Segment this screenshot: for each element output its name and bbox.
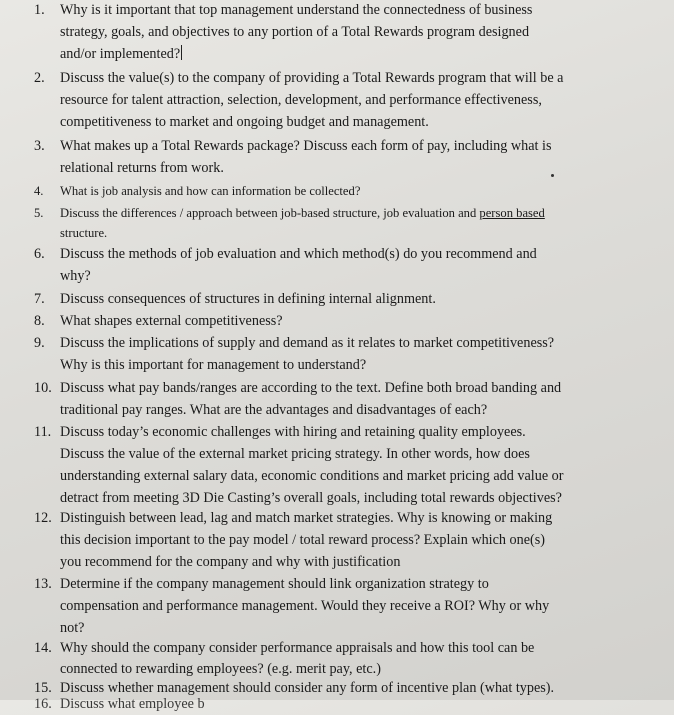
question-text-line: What makes up a Total Rewards package? Discuss each form of pay, including what is <box>60 138 552 154</box>
question-text-line: Distinguish between lead, lag and match market strategies. Why is knowing or making <box>60 510 553 526</box>
question-text-line: why? <box>60 268 91 284</box>
question-text-line: resource for talent attraction, selection, development, and performance effectiveness, <box>60 92 542 108</box>
question-number: 14. <box>34 640 52 656</box>
question-text-line: What shapes external competitiveness? <box>60 313 283 329</box>
question-text-line-wrapper <box>60 44 182 65</box>
question-text-line: Discuss what pay bands/ranges are according to the text. Define both broad banding and <box>60 380 562 396</box>
question-text-line: Determine if the company management should link organization strategy to <box>60 576 489 592</box>
question-number: 13. <box>34 576 52 592</box>
question-number: 12. <box>34 510 52 526</box>
question-text-line: not? <box>60 620 85 636</box>
question-text-line: Why is this important for management to understand? <box>60 357 367 373</box>
question-text-line: Discuss whether management should consider any form of incentive plan (what types). <box>60 680 555 696</box>
question-text-line: strategy, goals, and objectives to any portion of a Total Rewards program designed <box>60 24 530 40</box>
question-text-line: compensation and performance management. Would they receive a ROI? Why or why <box>60 598 550 614</box>
question-number: 11. <box>34 424 52 440</box>
question-text-line: relational returns from work. <box>60 160 224 176</box>
question-text-line: Discuss the differences / approach between job-based structure, job evaluation and <box>60 206 477 220</box>
question-text-line: you recommend for the company and why with justification <box>60 554 401 570</box>
question-text-line: Why is it important that top management understand the connectedness of business <box>60 2 533 18</box>
question-number: 4. <box>34 184 44 198</box>
question-number: 3. <box>34 138 45 154</box>
question-text-line: Discuss consequences of structures in defining internal alignment. <box>60 291 436 307</box>
question-number: 5. <box>34 206 44 220</box>
question-text-line: understanding external salary data, economic conditions and market pricing add value or <box>60 468 564 484</box>
question-text-line: Discuss today’s economic challenges with hiring and retaining quality employees. <box>60 424 526 440</box>
question-number: 1. <box>34 2 45 18</box>
stray-mark <box>551 174 554 177</box>
question-text-line: connected to rewarding employees? (e.g. merit pay, etc.) <box>60 661 381 677</box>
underlined-text: person based <box>479 206 545 220</box>
question-number: 7. <box>34 291 45 307</box>
question-number: 16. <box>34 696 52 712</box>
question-text-line: Discuss the value(s) to the company of providing a Total Rewards program that will be a <box>60 70 564 86</box>
question-text-line: Discuss the methods of job evaluation and which method(s) do you recommend and <box>60 246 537 262</box>
text-cursor <box>181 45 182 60</box>
question-text-line: Discuss the implications of supply and demand as it relates to market competitiveness? <box>60 335 555 351</box>
question-number: 6. <box>34 246 45 262</box>
question-number: 8. <box>34 313 45 329</box>
question-number: 9. <box>34 335 45 351</box>
question-text-line: What is job analysis and how can information be collected? <box>60 184 361 198</box>
question-text-line: detract from meeting 3D Die Casting’s overall goals, including total rewards objectives? <box>60 490 562 506</box>
question-text-line: this decision important to the pay model / total reward process? Explain which one(s) <box>60 532 546 548</box>
question-text-line: competitiveness to market and ongoing budget and management. <box>60 114 429 130</box>
question-number: 15. <box>34 680 52 696</box>
question-text-line: traditional pay ranges. What are the advantages and disadvantages of each? <box>60 402 488 418</box>
question-text-line: Discuss what employee b <box>60 696 205 712</box>
question-number: 2. <box>34 70 45 86</box>
question-number: 10. <box>34 380 52 396</box>
question-text-line: Why should the company consider performance appraisals and how this tool can be <box>60 640 535 656</box>
question-text-line-wrapper <box>60 203 545 224</box>
question-text-line: Discuss the value of the external market pricing strategy. In other words, how does <box>60 446 530 462</box>
question-text-line: and/or implemented? <box>60 46 181 62</box>
question-text-line: structure. <box>60 226 108 240</box>
